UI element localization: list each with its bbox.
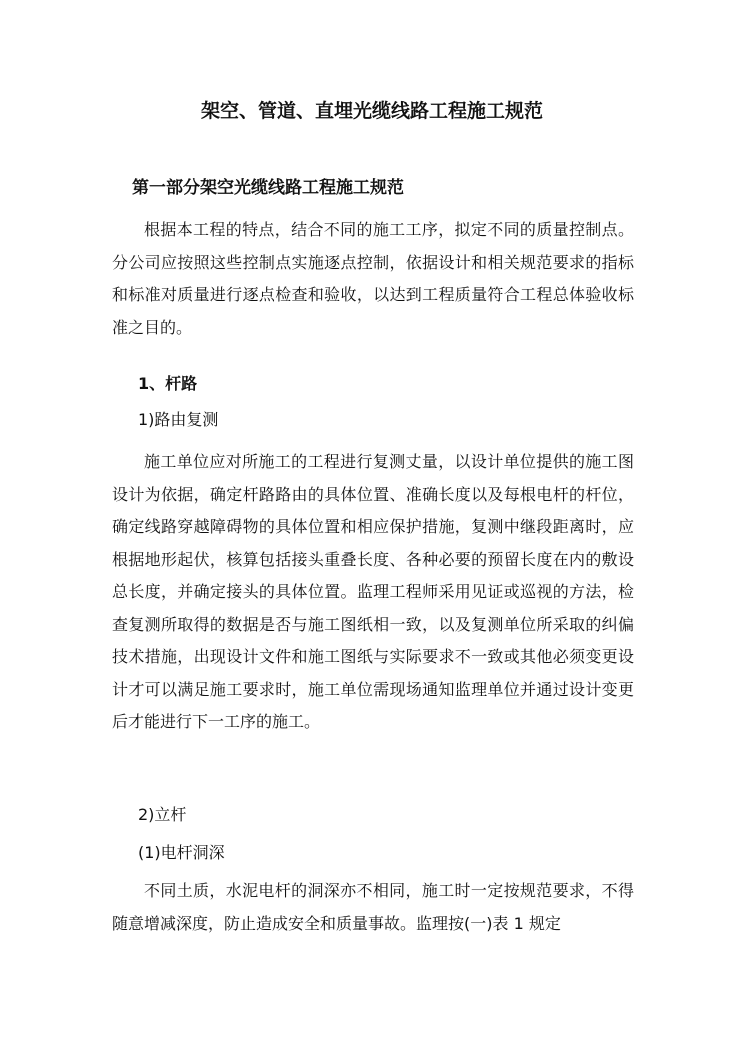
section-heading: 第一部分架空光缆线路工程施工规范 <box>132 178 404 198</box>
subheading-route-survey: 1)路由复测 <box>138 410 219 429</box>
heading-pole-line: 1、杆路 <box>138 374 198 393</box>
hole-depth-paragraph: 不同土质，水泥电杆的洞深亦不相同，施工时一定按规范要求，不得随意增减深度，防止造成安全和质量事故。监理按(一)表 1 规定 <box>112 881 634 933</box>
subheading-pole-erection: 2)立杆 <box>138 805 187 824</box>
survey-paragraph: 施工单位应对所施工的工程进行复测丈量，以设计单位提供的施工图设计为依据，确定杆路路由的具体位置、准确长度以及每根电杆的杆位，确定线路穿越障碍物的具体位置和相应保护措施，复测中继段距离时，应根据地形起伏，核算包括接头重叠长度、各种必要的预留长度在内的敷设总长度，并确定接头的具体位置。监理工程师采用见证或巡视的方法，检查复测所取得的数据是否与施工图纸相一致，以及复测单位所采取的纠偏技术措施，出现设计文件和施工图纸与实际要求不一致或其他必须变更设计才可以满足施工要求时，施工单位需现场通知监理单位并通过设计变更后才能进行下一工序的施工。 <box>112 452 634 731</box>
intro-paragraph: 根据本工程的特点，结合不同的施工工序，拟定不同的质量控制点。分公司应按照这些控制点实施逐点控制，依据设计和相关规范要求的指标和标准对质量进行逐点检查和验收，以达到工程质量符合工程总体验收标准之目的。 <box>112 220 634 337</box>
document-title: 架空、管道、直埋光缆线路工程施工规范 <box>200 100 543 122</box>
subheading-pole-hole-depth: (1)电杆洞深 <box>138 843 225 862</box>
